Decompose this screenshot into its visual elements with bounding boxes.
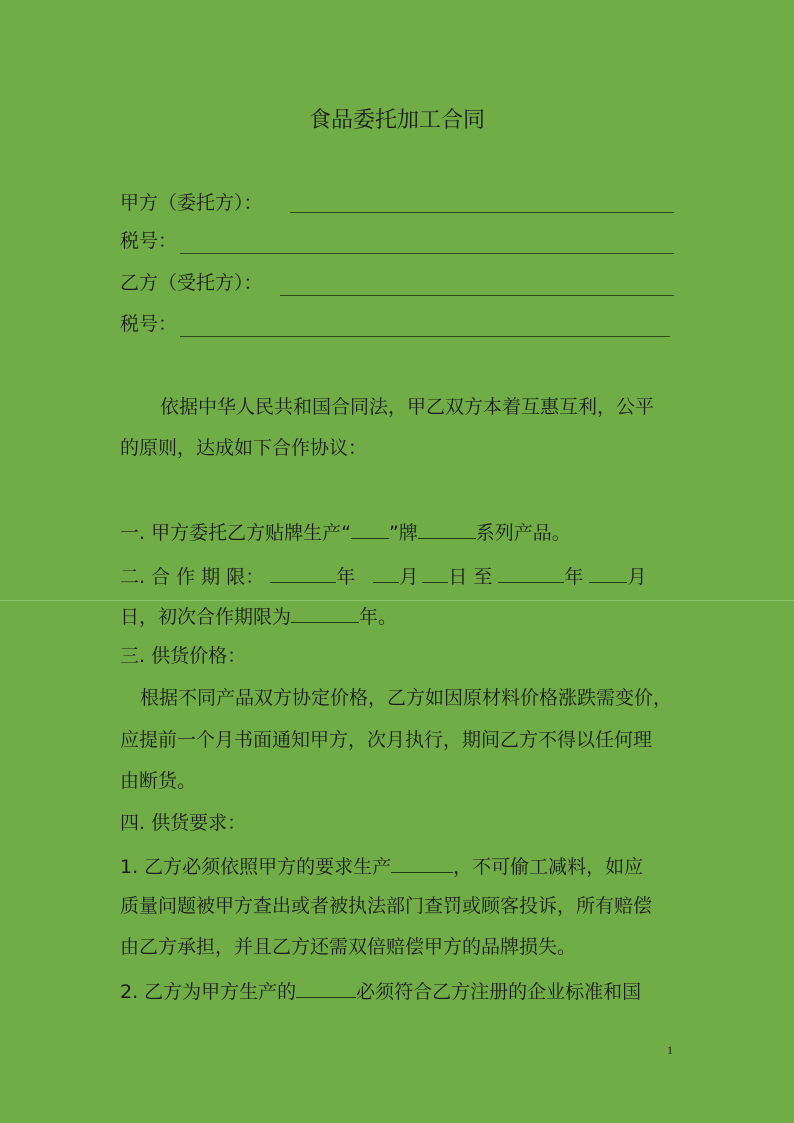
clause-4-line-2: 质量问题被甲方查出或者被执法部门查罚或顾客投诉，所有赔偿 [120, 895, 653, 917]
tax-a-label: 税号： [120, 230, 178, 252]
start-month-blank [373, 562, 399, 583]
clause-3-title: 三. 供货价格： [120, 645, 247, 667]
party-b-label: 乙方（受托方）： [120, 272, 263, 294]
year-text: 年 [336, 566, 356, 588]
term-years-blank [291, 602, 359, 623]
tax-a-blank [180, 253, 674, 254]
brand-blank [351, 518, 389, 539]
document-title: 食品委托加工合同 [308, 108, 485, 133]
clause-2-text-end: 年。 [359, 606, 398, 628]
tax-b-blank [180, 336, 670, 337]
clause-2-text: 日，初次合作期限为 [120, 606, 292, 628]
clause-4-2-text-a: 2. 乙方为甲方生产的 [120, 981, 297, 1003]
party-a-label: 甲方（委托方）： [120, 192, 263, 214]
clause-1-text-a: 一. 甲方委托乙方贴牌生产“ [120, 522, 351, 544]
clause-1-text-b: ”牌 [388, 522, 418, 544]
year-text-2: 年 [564, 566, 584, 588]
party-a-blank [290, 212, 674, 213]
page-divider [0, 600, 794, 601]
intro-line-2: 的原则，达成如下合作协议： [120, 437, 368, 459]
page-number: 1 [667, 1043, 673, 1057]
clause-4-2-text-b: 必须符合乙方注册的企业标准和国 [356, 981, 642, 1003]
clause-1 [120, 518, 571, 545]
end-year-blank [498, 562, 564, 583]
clause-4-line-4 [120, 977, 641, 1004]
end-month-blank [589, 562, 627, 583]
clause-4-text-b: ，不可偷工减料，如应 [453, 856, 644, 878]
series-blank [418, 518, 476, 539]
clause-3-line-1: 根据不同产品双方协定价格，乙方如因原材料价格涨跌需变价， [140, 687, 673, 709]
clause-4-line-3: 由乙方承担，并且乙方还需双倍赔偿甲方的品牌损失。 [120, 936, 577, 958]
clause-4-text-a: 1. 乙方必须依照甲方的要求生产 [120, 856, 392, 878]
party-b-blank [280, 295, 674, 296]
day-to-text: 日 至 [448, 566, 493, 588]
clause-4-title: 四. 供货要求： [120, 812, 247, 834]
clause-3-line-2: 应提前一个月书面通知甲方，次月执行，期间乙方不得以任何理 [120, 729, 653, 751]
intro-line-1: 依据中华人民共和国合同法，甲乙双方本着互惠互利，公平 [160, 396, 655, 418]
product-blank-2 [296, 977, 356, 998]
product-blank [391, 852, 453, 873]
start-year-blank [270, 562, 336, 583]
tax-b-label: 税号： [120, 313, 178, 335]
clause-4-line-1 [120, 852, 643, 879]
clause-3-line-3: 由断货。 [120, 770, 197, 792]
month-text-2: 月 [627, 566, 647, 588]
clause-2-line-2 [120, 602, 397, 629]
month-text: 月 [399, 566, 419, 588]
start-day-blank [422, 562, 448, 583]
clause-2-label: 二. 合 作 期 限： [120, 566, 265, 588]
clause-2 [120, 562, 647, 589]
clause-1-text-c: 系列产品。 [475, 522, 571, 544]
